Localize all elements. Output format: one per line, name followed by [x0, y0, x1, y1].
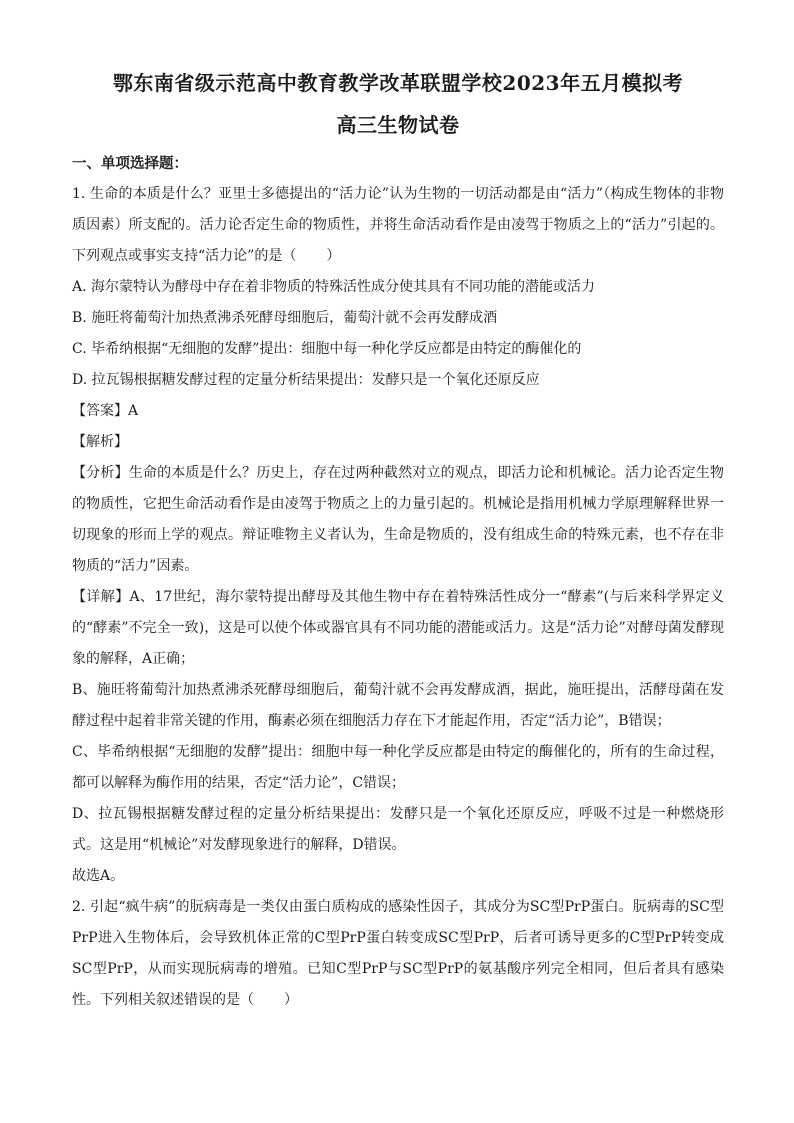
question-2-stem-text: 2. 引起“疯牛病”的朊病毒是一类仅由蛋白质构成的感染性因子，其成分为SC型PrP蛋白。朊病毒的SC型PrP进入生物体后，会导致机体正常的C型PrP蛋白转变成SC型PrP，后者可诱导更多的C型PrP转变成SC型PrP，从而实现朊病毒的增殖。已知C型PrP与SC型PrP的氨基酸序列完全相同，但后者具有感染性。下列相关叙述错误的是（ [72, 899, 724, 1008]
xiangjie-d-paragraph: D、拉瓦锡根据糖发酵过程的定量分析结果提出：发酵只是一个氧化还原反应，呼吸不过是一种燃烧形式。这是用“机械论”对发酵现象进行的解释，D错误。 [72, 806, 724, 853]
fenxi-text: 生命的本质是什么？历史上，存在过两种截然对立的观点，即活力论和机械论。活力论否定生物的物质性，它把生命活动看作是由凌驾于物质之上的力量引起的。机械论是指用机械力学原理解释世界一切现象的形而上学的观点。辩证唯物主义者认为，生命是物质的，没有组成生命的特殊元素，也不存在非物质的“活力”因素。 [72, 465, 725, 574]
question-2-stem [72, 892, 724, 1016]
section-heading: 一、单项选择题： [72, 155, 188, 172]
xiangjie-a-text: A、17世纪，海尔蒙特提出酵母及其他生物中存在着特殊活性成分一“酵素”(与后来科学界定义的“酵素”不完全一致)，这是可以使个体或器官具有不同功能的潜能或活力。这是“活力论”对酵母菌发酵现象的解释，A正确； [72, 589, 725, 667]
question-1-stem-text: 1. 生命的本质是什么？亚里士多德提出的“活力论”认为生物的一切活动都是由“活力”（构成生物体的非物质因素）所支配的。活力论否定生命的物质性，并将生命活动看作是由凌驾于物质之上的“活力”引起的。下列观点或事实支持“活力论”的是（ [72, 186, 724, 264]
question-1 [72, 179, 724, 892]
answer-line [72, 396, 724, 427]
xiangjie-c-paragraph: C、毕希纳根据“无细胞的发酵”提出：细胞中每一种化学反应都是由特定的酶催化的，所有的生命过程，都可以解释为酶作用的结果，否定“活力论”，C错误； [72, 744, 724, 791]
option-d: D. 拉瓦锡根据糖发酵过程的定量分析结果提出：发酵只是一个氧化还原反应 [72, 372, 540, 388]
question-2-stem-close: ） [284, 992, 298, 1008]
option-c: C. 毕希纳根据“无细胞的发酵”提出：细胞中每一种化学反应都是由特定的酶催化的 [72, 341, 582, 357]
question-2 [72, 892, 724, 1016]
document-page [72, 62, 724, 1016]
option-a: A. 海尔蒙特认为酵母中存在着非物质的特殊活性成分使其具有不同功能的潜能或活力 [72, 279, 596, 295]
xiangjie-b-paragraph: B、施旺将葡萄汁加热煮沸杀死酵母细胞后，葡萄汁就不会再发酵成酒，据此，施旺提出，活酵母菌在发酵过程中起着非常关键的作用，酶素必须在细胞活力存在下才能起作用，否定“活力论”，B错误； [72, 682, 724, 729]
fenxi-paragraph [72, 458, 724, 582]
exam-title-line2: 高三生物试卷 [336, 113, 460, 137]
exam-title-line1: 鄂东南省级示范高中教育教学改革联盟学校2023年五月模拟考 [112, 71, 684, 95]
option-b: B. 施旺将葡萄汁加热煮沸杀死酵母细胞后，葡萄汁就不会再发酵成酒 [72, 310, 498, 326]
question-1-stem [72, 179, 724, 272]
analysis-label: 【解析】 [72, 434, 128, 450]
answer-label: 【答案】 [72, 403, 128, 419]
xiangjie-a-paragraph [72, 582, 724, 675]
answer-value: A [128, 403, 139, 419]
question-1-stem-close: ） [326, 248, 341, 264]
xiangjie-label: 【详解】 [72, 589, 130, 605]
fenxi-label: 【分析】 [72, 465, 129, 481]
conclusion-line: 故选A。 [72, 868, 125, 884]
